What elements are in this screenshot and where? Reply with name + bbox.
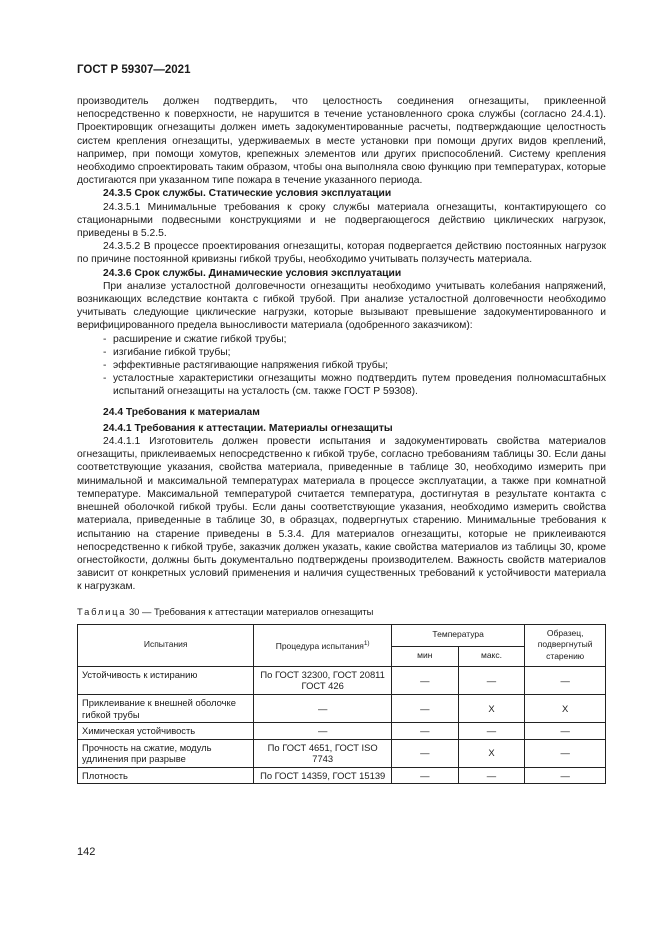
header-procedure: Процедура испытания$^{1)}$ bbox=[254, 624, 392, 666]
header-max: макс. bbox=[458, 646, 525, 666]
table-caption-label: Таблица bbox=[77, 605, 127, 617]
table-caption-text: 30 — Требования к аттестации материалов огнезащиты bbox=[128, 605, 374, 617]
header-min: мин bbox=[391, 646, 458, 666]
cell-min: — bbox=[391, 666, 458, 694]
cell-aged: X bbox=[525, 694, 606, 722]
cell-procedure: — bbox=[254, 694, 392, 722]
section-heading-24-4-1: 24.4.1 Требования к аттестации. Материалы огнезащиты bbox=[103, 422, 393, 434]
paragraph: 24.3.5.2 В процессе проектирования огнезащиты, которая подвергается действию постоянных нагрузок по причине постоянной кривизны гибкой трубы, необходимо учитывать ползучесть материала. bbox=[77, 241, 606, 266]
list-item: - усталостные характеристики огнезащиты можно подтвердить путем проведения полномасштабных испытаний огнезащиты на усталость (см. также ГОСТ Р 59308). bbox=[103, 372, 606, 398]
cell-test: Плотность bbox=[78, 767, 254, 784]
paragraph: При анализе усталостной долговечности огнезащиты необходимо учитывать колебания напряжений, возникающих вследствие контакта с гибкой трубой. При анализе усталостной долговечности необходимо учитывать следующие циклические нагрузки, которые вызывают превышение задокументированного и верифицированного предела выносливости материала (одобренного заказчиком): bbox=[77, 280, 606, 332]
paragraph: 24.3.5.1 Минимальные требования к сроку службы материала огнезащиты, контактирующего со стационарными подвесными конструкциями и не подвергающегося действию циклических нагрузок, приведены в 5.2.5. bbox=[77, 201, 606, 240]
cell-test: Прочность на сжатие, модуль удлинения при разрыве bbox=[78, 739, 254, 767]
table-row bbox=[78, 666, 606, 694]
table-row bbox=[78, 723, 606, 740]
cell-min: — bbox=[391, 694, 458, 722]
header-aged-sample: Образец, подвергнутый старению bbox=[525, 624, 606, 666]
list-item: - изгибание гибкой трубы; bbox=[103, 346, 606, 359]
cell-procedure: По ГОСТ 14359, ГОСТ 15139 bbox=[254, 767, 392, 784]
cell-test: Химическая устойчивость bbox=[78, 723, 254, 740]
table-caption bbox=[77, 605, 606, 618]
header-tests: Испытания bbox=[78, 624, 254, 666]
header-temperature: Температура bbox=[391, 624, 524, 646]
list-item: - расширение и сжатие гибкой трубы; bbox=[103, 333, 606, 346]
page-number: 142 bbox=[77, 846, 96, 858]
paragraph: 24.4.1.1 Изготовитель должен провести испытания и задокументировать свойства материалов огнезащиты, приклеиваемых непосредственно к гибкой трубе, согласно требованиям таблицы 30. Если даны соответствующие указания, свойства материала, приведенные в таблице 30, необходимо измерить при минимальной и максимальной температурах материала в процессе эксплуатации, а также при комнатной температуре. Максимальной температурой считается температура, достигнутая в результате контакта с внешней оболочкой гибкой трубы. Если даны соответствующие указания, необходимо измерить свойства материала, приведенные в таблице 30, в образцах, подвергнутых старению. Минимальные требования к испытанию на старение приведены в 5.3.4. Для материалов огнезащиты, которые не приклеиваются непосредственно к гибкой трубе, заказчик должен указать, какие свойства материалов из таблицы 30, кроме огнестойкости, должны быть документально подтверждены производителем. Важность свойств материалов зависит от конкретных условий применения и наличия существенных требований к устойчивости материала к нагрузкам. bbox=[77, 436, 606, 593]
cell-max: X bbox=[458, 694, 525, 722]
table-row bbox=[78, 767, 606, 784]
cell-aged: — bbox=[525, 739, 606, 767]
page-content bbox=[77, 95, 606, 784]
cell-max: X bbox=[458, 739, 525, 767]
document-header: ГОСТ Р 59307—2021 bbox=[77, 64, 191, 76]
cell-aged: — bbox=[525, 723, 606, 740]
cell-aged: — bbox=[525, 767, 606, 784]
table-row bbox=[78, 739, 606, 767]
paragraph: производитель должен подтвердить, что целостность соединения огнезащиты, приклеенной непосредственно к поверхности, не нарушится в течение установленного срока службы (согласно 24.4.1). Проектировщик огнезащиты должен иметь задокументированные расчеты, подтверждающие целостность систем крепления огнезащиты, удерживаемых в месте установки при помощи других видов креплений, например, при помощи хомутов, крепежных элементов или других приспособлений. Систему крепления необходимо спроектировать таким образом, чтобы она выполняла свою функцию при температурах, которые достигаются при указанном типе пожара в течение указанного периода. bbox=[77, 96, 606, 187]
list-item: - эффективные растягивающие напряжения гибкой трубы; bbox=[103, 359, 606, 372]
load-list bbox=[77, 333, 606, 399]
footnote-marker: 1) bbox=[363, 639, 370, 647]
cell-min: — bbox=[391, 739, 458, 767]
table-row bbox=[78, 694, 606, 722]
cell-max: — bbox=[458, 666, 525, 694]
cell-max: — bbox=[458, 723, 525, 740]
cell-procedure: — bbox=[254, 723, 392, 740]
cell-min: — bbox=[391, 723, 458, 740]
section-heading-24-3-6: 24.3.6 Срок службы. Динамические условия эксплуатации bbox=[103, 267, 402, 279]
section-heading-24-3-5: 24.3.5 Срок службы. Статические условия эксплуатации bbox=[103, 188, 392, 200]
cell-test: Приклеивание к внешней оболочке гибкой трубы bbox=[78, 694, 254, 722]
cell-procedure: По ГОСТ 4651, ГОСТ ISO 7743 bbox=[254, 739, 392, 767]
cell-aged: — bbox=[525, 666, 606, 694]
qualification-table bbox=[77, 624, 606, 785]
cell-max: — bbox=[458, 767, 525, 784]
cell-procedure: По ГОСТ 32300, ГОСТ 20811 ГОСТ 426 bbox=[254, 666, 392, 694]
section-heading-24-4: 24.4 Требования к материалам bbox=[103, 406, 260, 418]
cell-test: Устойчивость к истиранию bbox=[78, 666, 254, 694]
cell-min: — bbox=[391, 767, 458, 784]
